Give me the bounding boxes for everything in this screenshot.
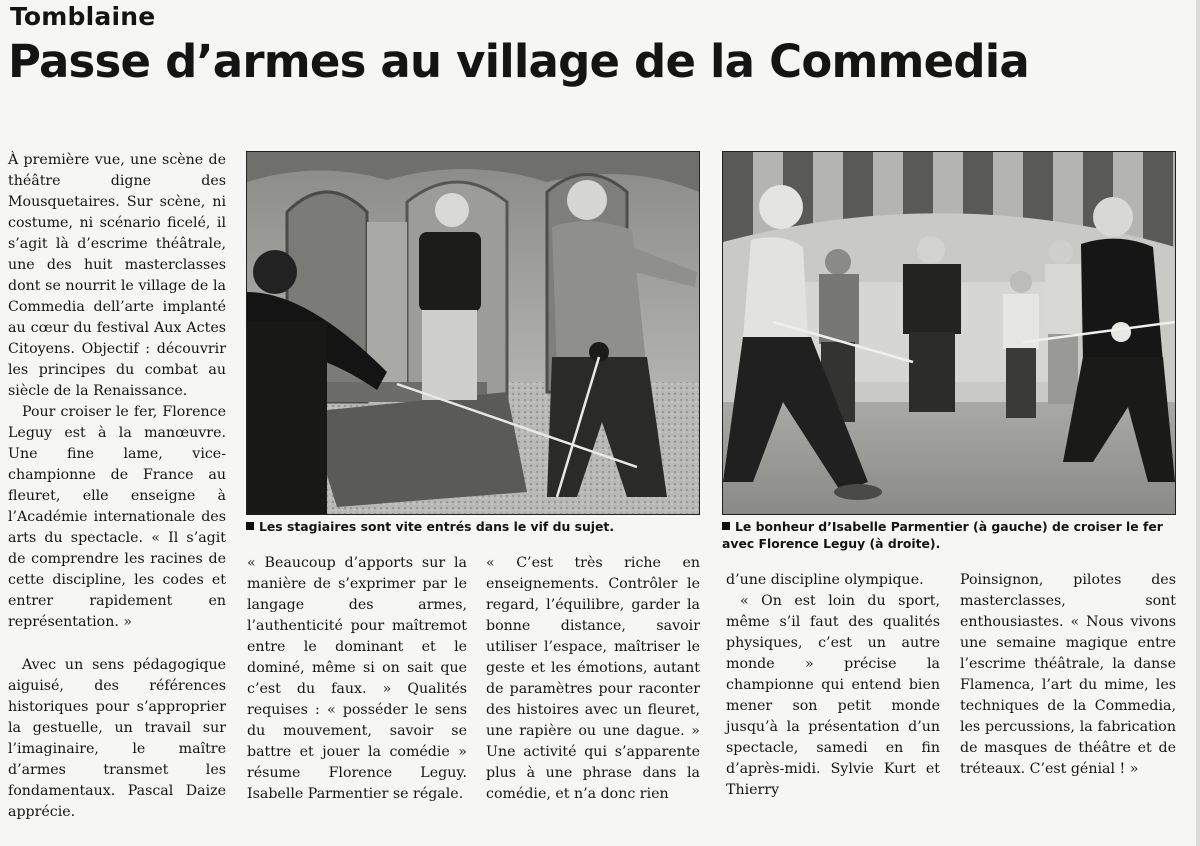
paragraph: d’une discipline olympique. bbox=[726, 572, 924, 588]
caption-square-icon bbox=[246, 522, 254, 530]
caption-square-icon bbox=[722, 522, 730, 530]
paragraph: « On est loin du sport, même s’il faut des qualités physiques, c’est un autre monde » précise la championne qui entend bien mener son petit monde jusqu’à la présentation d’un spectacle, samedi en fin d’après-midi. Sylvie Kurt et Thierry bbox=[726, 593, 940, 798]
photo-fencing-workshop-stage bbox=[246, 151, 700, 515]
body-column-1 bbox=[8, 150, 226, 633]
page-edge bbox=[1196, 0, 1200, 846]
paragraph: « Beaucoup d’apports sur la manière de s’exprimer par le langage des armes, l’authenticité pour maîtremot entre le dominant et le dominé, même si on sait que c’est du faux. » Qualités requises : « posséder le sens du mouvement, savoir se battre et jouer la comédie » résume Florence Leguy. Isabelle Parmentier se régale. bbox=[247, 555, 467, 802]
article-kicker: Tomblaine bbox=[10, 2, 156, 31]
paragraph: À première vue, une scène de théâtre digne des Mousquetaires. Sur scène, ni costume, ni scénario ficelé, il s’agit là d’escrime théâtrale, une des huit masterclasses dont se nourrit le village de la Commedia dell’arte implanté au cœur du festival Aux Actes Citoyens. Objectif : découvrir les principes du combat au siècle de la Renaissance. bbox=[8, 152, 226, 399]
paragraph: « C’est très riche en enseignements. Contrôler le regard, l’équilibre, garder la bonne distance, savoir utiliser l’espace, maîtriser le geste et les émotions, autant de paramètres pour raconter des histoires avec un fleuret, une rapière ou une dague. » Une activité qui s’apparente plus à une phrase dans la comédie, et n’a donc rien bbox=[486, 555, 700, 802]
photo-caption bbox=[246, 518, 701, 535]
body-column-3 bbox=[486, 553, 700, 805]
article-headline: Passe d’armes au village de la Commedia bbox=[8, 35, 1029, 88]
caption-text: Les stagiaires sont vite entrés dans le vif du sujet. bbox=[259, 519, 615, 534]
caption-text: Le bonheur d’Isabelle Parmentier (à gauche) de croiser le fer avec Florence Leguy (à droite). bbox=[722, 519, 1163, 551]
photo-caption bbox=[722, 518, 1177, 552]
body-column-2 bbox=[247, 553, 467, 805]
body-column-1-end bbox=[8, 655, 226, 823]
body-column-5 bbox=[960, 570, 1176, 780]
body-column-4 bbox=[726, 570, 940, 801]
paragraph: Pour croiser le fer, Florence Leguy est à la manœuvre. Une fine lame, vice-championne de France au fleuret, elle enseigne à l’Académie internationale des arts du spectacle. « Il s’agit de comprendre les racines de cette discipline, les codes et entrer rapidement en représentation. » bbox=[8, 404, 226, 630]
paragraph: Poinsignon, pilotes des masterclasses, sont enthousiastes. « Nous vivons une semaine magique entre l’escrime théâtrale, la danse Flamenca, l’art du mime, les techniques de la Commedia, les percussions, la fabrication de masques de théâtre et de tréteaux. C’est génial ! » bbox=[960, 572, 1176, 777]
photo-fencing-tent bbox=[722, 151, 1176, 515]
paragraph: Avec un sens pédagogique aiguisé, des références historiques pour s’approprier la gestuelle, un travail sur l’imaginaire, le maître d’armes transmet les fondamentaux. Pascal Daize apprécie. bbox=[8, 657, 226, 820]
